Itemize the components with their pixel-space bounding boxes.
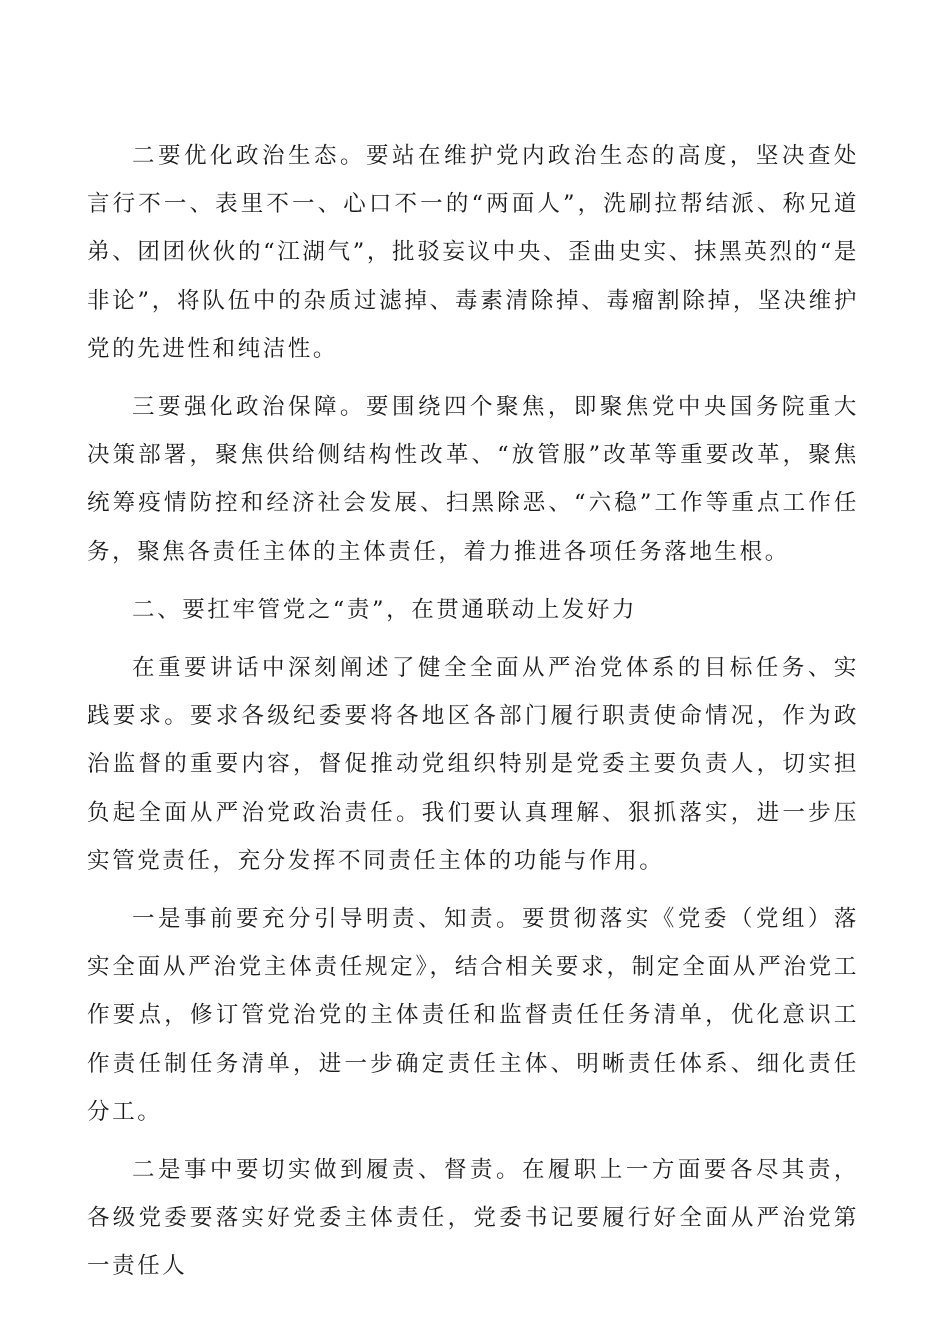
section-heading: 二、要扛牢管党之“责”，在贯通联动上发好力 [132, 596, 638, 623]
paragraph-strengthen-political-guarantee: 三要强化政治保障。要围绕四个聚焦，即聚焦党中央国务院重大决策部署，聚焦供给侧结构性改革、“放管服”改革等重要改革，聚焦统筹疫情防控和经济社会发展、扫黑除恶、“六稳”工作等重点工作任务，聚焦各责任主体的主体责任，着力推进各项任务落地生根。 [87, 394, 859, 565]
paragraph-optimize-political-ecology: 二要优化政治生态。要站在维护党内政治生态的高度，坚决查处言行不一、表里不一、心口不一的“两面人”，洗刷拉帮结派、称兄道弟、团团伙伙的“江湖气”，批驳妄议中央、歪曲史实、抹黑英烈的“是非论”，将队伍中的杂质过滤掉、毒素清除掉、毒瘤割除掉，坚决维护党的先进性和纯洁性。 [87, 143, 859, 362]
paragraph-fulfill-responsibility: 二是事中要切实做到履责、督责。在履职上一方面要各尽其责，各级党委要落实好党委主体责任，党委书记要履行好全面从严治党第一责任人 [87, 1157, 859, 1280]
paragraph-speech-summary: 在重要讲话中深刻阐述了健全全面从严治党体系的目标任务、实践要求。要求各级纪委要将各地区各部门履行职责使命情况，作为政治监督的重要内容，督促推动党组织特别是党委主要负责人，切实担负起全面从严治党政治责任。我们要认真理解、狠抓落实，进一步压实管党责任，充分发挥不同责任主体的功能与作用。 [87, 655, 859, 874]
paragraph-clarify-responsibility: 一是事前要充分引导明责、知责。要贯彻落实《党委（党组）落实全面从严治党主体责任规定》，结合相关要求，制定全面从严治党工作要点，修订管党治党的主体责任和监督责任任务清单，优化意识工作责任制任务清单，进一步确定责任主体、明晰责任体系、细化责任分工。 [87, 906, 859, 1125]
document-body [87, 132, 859, 1301]
